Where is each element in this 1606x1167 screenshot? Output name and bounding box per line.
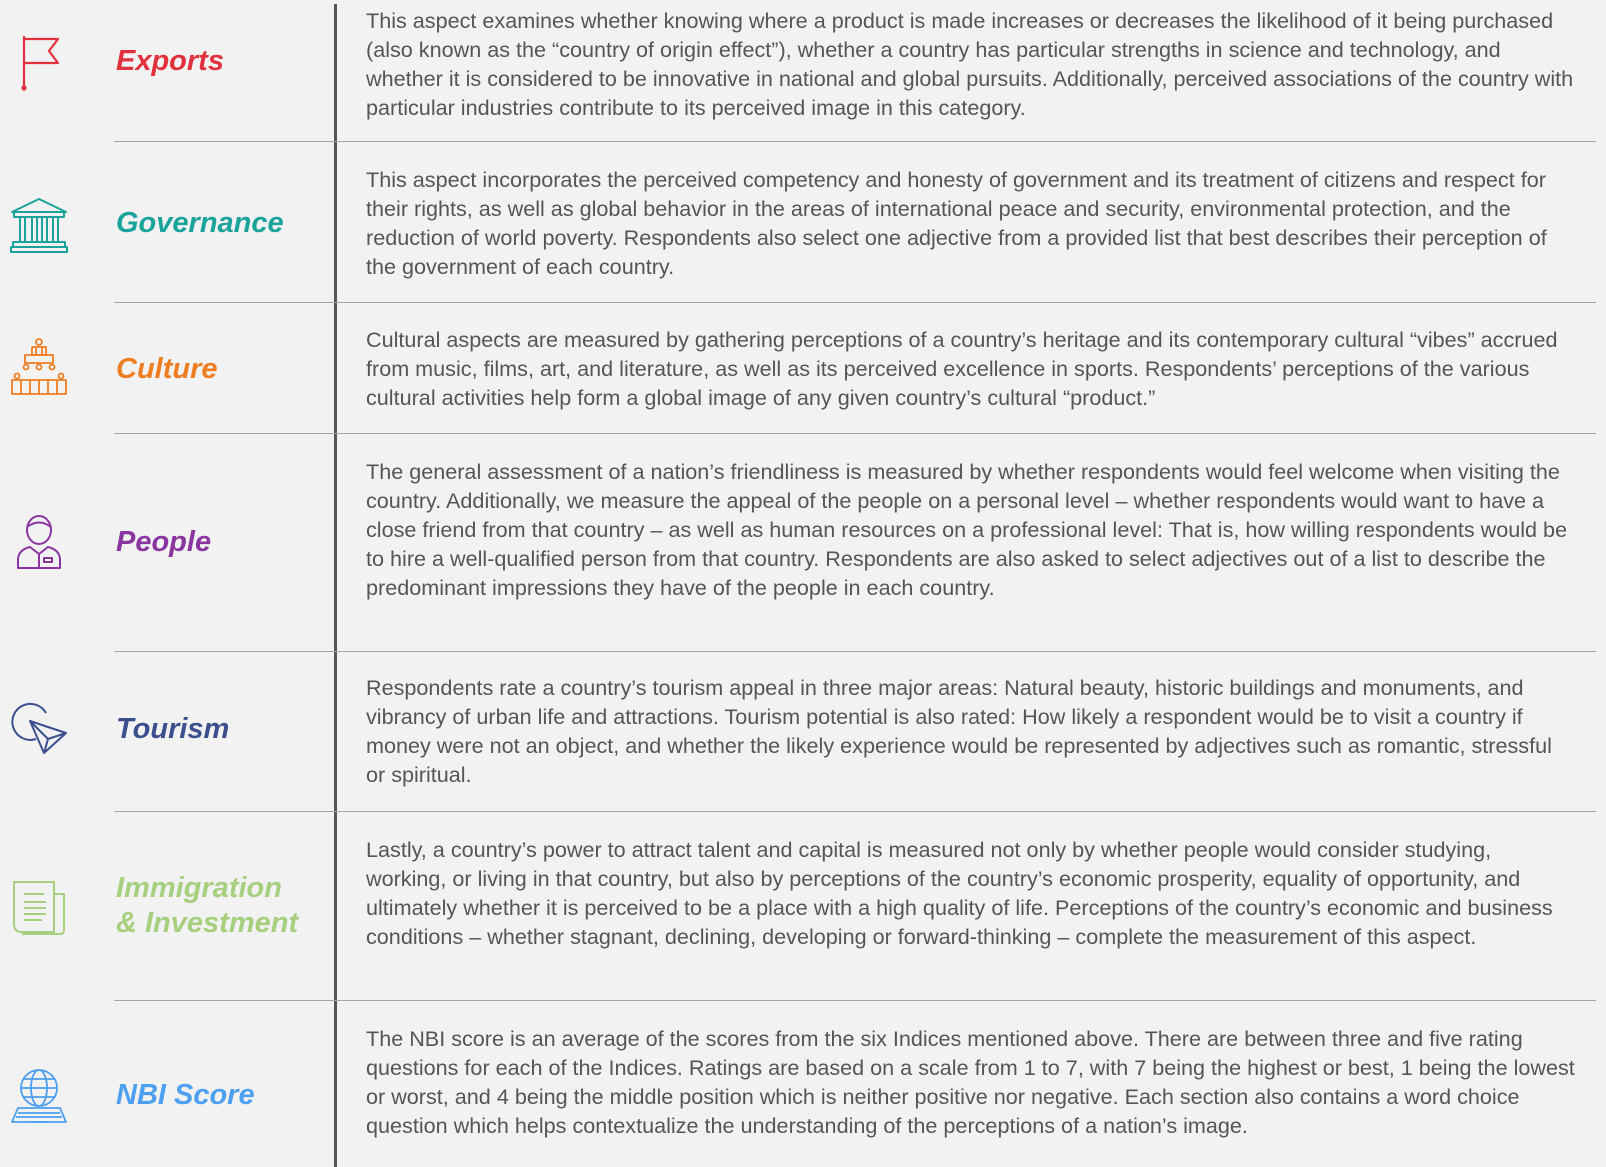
row-description: Cultural aspects are measured by gathering perceptions of a country’s heritage and its contemporary cultural “vibes” accrued from music, films, art, and literature, as well as its perceived excellence in sports. Respondents’ perceptions of the various cultural activities help form a global image of any given country’s cultural “product.” <box>366 327 1558 410</box>
row-title: Exports <box>116 45 224 77</box>
row-separator <box>114 433 1596 434</box>
row-description: The NBI score is an average of the scores from the six Indices mentioned above. There are between three and five rating questions for each of the Indices. Ratings are based on a scale from 1 to 7, with 7 being the highest or best, 1 being the lowest or worst, and 4 being the middle position which is neither positive nor negative. Each section also contains a word choice question which helps contextualize the understanding of the perceptions of a nation’s image. <box>366 1026 1575 1138</box>
row-title: People <box>116 526 212 558</box>
row-separator <box>114 811 1596 812</box>
row-title-line: Immigration <box>116 872 282 904</box>
row-description: Respondents rate a country’s tourism appeal in three major areas: Natural beauty, historic buildings and monuments, and vibrancy of urban life and attractions. Tourism potential is also rated: How likely a respondent would be to visit a country if money were not an object, and whether the likely experience would be represented by adjectives such as romantic, stressful or spiritual. <box>366 675 1552 787</box>
row-separator <box>114 141 1596 142</box>
row-title-line: & Investment <box>116 907 299 939</box>
government-building-icon <box>8 194 70 256</box>
row-description: Lastly, a country’s power to attract talent and capital is measured not only by whether people would consider studying, working, or living in that country, but also by perceptions of the country’s economic prosperity, equality of opportunity, and ultimately whether it is perceived to be a place with a high quality of life. Perceptions of the country’s economic and business conditions – whether stagnant, declining, developing or forward-thinking – complete the measurement of this aspect. <box>366 837 1553 949</box>
row-title: Culture <box>116 353 218 385</box>
row-title: NBI Score <box>116 1079 255 1111</box>
vertical-divider <box>334 4 337 1167</box>
row-description: The general assessment of a nation’s friendliness is measured by whether respondents would feel welcome when visiting the country. Additionally, we measure the appeal of the people on a personal level – whether respondents would want to have a close friend from that country – as well as human resources on a professional level: That is, how willing respondents would be to hire a well-qualified person from that country. Respondents are also asked to select adjectives out of a list to describe the predominant impressions they have of the people in each country. <box>366 459 1568 600</box>
row-title: Tourism <box>116 713 230 745</box>
culture-pyramid-icon <box>8 336 70 398</box>
row-title: Governance <box>116 207 284 239</box>
flag-icon <box>8 30 70 92</box>
globe-laptop-icon <box>8 1066 70 1128</box>
row-description: This aspect examines whether knowing where a product is made increases or decreases the likelihood of it being purchased (also known as the “country of origin effect”), whether a country has particular strengths in science and technology, and whether it is considered to be innovative in national and global pursuits. Additionally, perceived associations of the country with particular industries contribute to its perceived image in this category. <box>366 8 1574 120</box>
row-description: This aspect incorporates the perceived competency and honesty of government and its treatment of citizens and respect for their rights, as well as global behavior in the areas of international peace and security, environmental protection, and the reduction of world poverty. Respondents also select one adjective from a provided list that best describes their perception of the government of each country. <box>366 167 1547 279</box>
row-separator <box>114 1000 1596 1001</box>
document-icon <box>8 876 70 938</box>
row-separator <box>114 302 1596 303</box>
paper-plane-icon <box>8 699 70 761</box>
row-title <box>116 871 326 941</box>
row-separator <box>114 651 1596 652</box>
person-icon <box>8 510 70 572</box>
